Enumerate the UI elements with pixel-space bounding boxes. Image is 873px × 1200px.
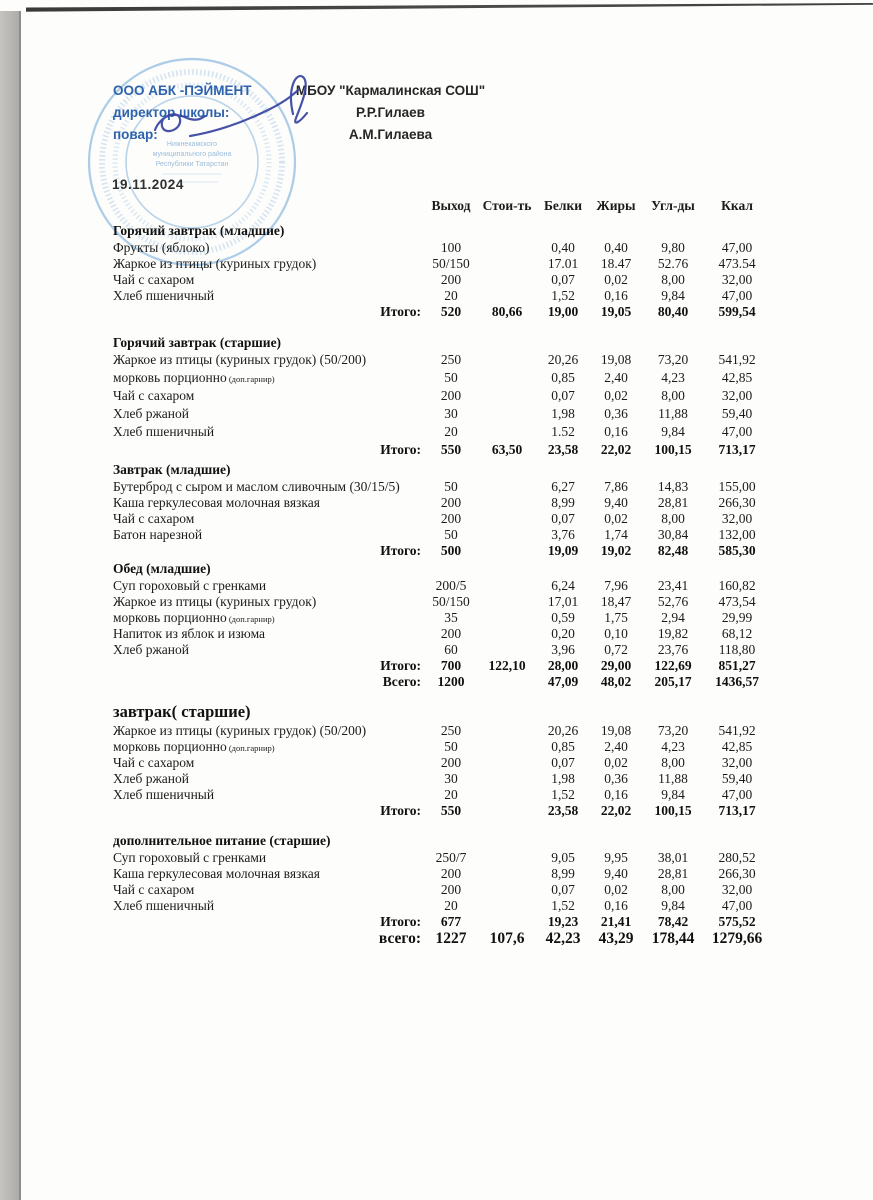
- value-prot: 0,59: [551, 610, 575, 625]
- section-title: Горячий завтрак (старшие): [113, 335, 282, 350]
- value-carb: 9,84: [661, 898, 685, 913]
- menu-row: [113, 898, 775, 914]
- menu-section: [113, 334, 775, 460]
- value-kcal: 59,40: [721, 771, 753, 786]
- grand-label: Всего:: [382, 674, 421, 689]
- value-fat: 0,02: [604, 882, 628, 897]
- value-fat: 0,16: [604, 424, 628, 439]
- value-carb: 122,69: [654, 658, 692, 673]
- value-prot: 0,85: [551, 370, 575, 385]
- value-prot: 23,58: [547, 442, 579, 457]
- menu-row: [113, 787, 775, 803]
- cook-name: А.М.Гилаева: [348, 127, 433, 142]
- value-kcal: 47,00: [721, 240, 753, 255]
- value-fat: 19,02: [600, 543, 632, 558]
- value-fat: 0,02: [604, 272, 628, 287]
- menu-row: [113, 256, 775, 272]
- section-total-row: [113, 803, 775, 819]
- menu-row: [113, 511, 775, 527]
- value-out: 60: [444, 642, 458, 657]
- section-total-row: [113, 658, 775, 674]
- value-fat: 0,02: [604, 755, 628, 770]
- dish-name: Каша геркулесовая молочная вязкая: [113, 866, 320, 881]
- dish-name: Чай с сахаром: [113, 755, 195, 770]
- total-label: Итого:: [380, 803, 421, 818]
- value-prot: 0,40: [551, 240, 575, 255]
- value-carb: 52.76: [657, 256, 689, 271]
- value-out: 35: [444, 610, 458, 625]
- value-carb: 4,23: [661, 370, 685, 385]
- value-kcal: 42,85: [721, 370, 753, 385]
- value-carb: 8,00: [661, 511, 685, 526]
- dish-name: Суп гороховый с гренками: [113, 850, 267, 865]
- value-out: 550: [440, 442, 462, 457]
- value-carb: 11,88: [658, 406, 688, 421]
- dish-name-note: (доп.гарнир): [226, 374, 275, 384]
- value-fat: 0,36: [604, 771, 628, 786]
- value-prot: 19,00: [547, 304, 579, 319]
- value-fat: 21,41: [600, 914, 632, 929]
- column-header-out: Выход: [431, 198, 471, 213]
- value-carb: 9,84: [661, 288, 685, 303]
- value-fat: 7,86: [604, 479, 628, 494]
- dish-name-note: (доп.гарнир): [226, 743, 275, 753]
- value-carb: 38,01: [657, 850, 689, 865]
- value-kcal: 47,00: [721, 288, 753, 303]
- dish-name: морковь порционно (доп.гарнир): [113, 370, 275, 385]
- value-prot: 1,52: [551, 898, 575, 913]
- dish-name: Хлеб ржаной: [113, 406, 189, 421]
- column-header-carb: Угл-ды: [651, 198, 695, 213]
- value-out: 30: [444, 406, 458, 421]
- section-title: Завтрак (младшие): [113, 462, 231, 477]
- value-carb: 4,23: [661, 739, 685, 754]
- value-prot: 47,09: [547, 674, 579, 689]
- value-prot: 8,99: [551, 495, 575, 510]
- org-name: ООО АБК -ПЭЙМЕНТ: [113, 83, 252, 98]
- value-kcal: 29,99: [721, 610, 753, 625]
- value-kcal: 32,00: [721, 882, 753, 897]
- value-carb: 100,15: [654, 803, 692, 818]
- stamp-text-line2: муниципального района: [152, 151, 232, 158]
- value-kcal: 280,52: [718, 850, 756, 865]
- value-carb: 73,20: [657, 723, 689, 738]
- value-cost: 122,10: [488, 658, 526, 673]
- value-fat: 0,02: [604, 511, 628, 526]
- menu-section: [113, 560, 775, 690]
- dish-name: Хлеб пшеничный: [113, 288, 215, 303]
- value-prot: 17,01: [547, 594, 579, 609]
- value-fat: 48,02: [600, 674, 632, 689]
- value-out: 20: [444, 424, 458, 439]
- section-grand-row: [113, 674, 775, 690]
- value-prot: 1,52: [551, 288, 575, 303]
- value-kcal: 266,30: [718, 866, 756, 881]
- section-title: Горячий завтрак (младшие): [113, 223, 285, 238]
- total-label: Итого:: [380, 442, 421, 457]
- value-out: 200: [440, 626, 462, 641]
- value-prot: 19,09: [547, 543, 579, 558]
- school-name: МБОУ "Кармалинская СОШ": [295, 83, 486, 98]
- dish-name: Чай с сахаром: [113, 511, 195, 526]
- dish-name: морковь порционно (доп.гарнир): [113, 610, 275, 625]
- value-prot: 0,07: [551, 755, 575, 770]
- menu-table: [113, 198, 775, 953]
- value-out: 520: [440, 304, 462, 319]
- value-kcal: 1436,57: [715, 674, 759, 689]
- value-fat: 0,40: [604, 240, 628, 255]
- value-carb: 19,82: [657, 626, 689, 641]
- value-carb: 23,41: [657, 578, 689, 593]
- scanner-edge-left: [0, 11, 21, 1200]
- menu-row: [113, 406, 775, 424]
- value-out: 700: [440, 658, 462, 673]
- value-fat: 29,00: [600, 658, 632, 673]
- value-fat: 9,40: [604, 866, 628, 881]
- value-prot: 0,85: [551, 739, 575, 754]
- menu-row: [113, 288, 775, 304]
- section-title: дополнительное питание (старшие): [113, 833, 331, 848]
- value-out: 50: [444, 739, 458, 754]
- value-prot: 0,20: [551, 626, 575, 641]
- section-total-row: [113, 914, 775, 930]
- value-fat: 9,95: [604, 850, 628, 865]
- value-carb: 28,81: [657, 495, 689, 510]
- value-out: 1227: [435, 930, 467, 947]
- value-prot: 42,23: [545, 930, 581, 947]
- value-fat: 0,02: [604, 388, 628, 403]
- value-prot: 23,58: [547, 803, 579, 818]
- role-director-label: директор школы:: [113, 105, 230, 120]
- value-out: 550: [440, 803, 462, 818]
- menu-row: [113, 272, 775, 288]
- menu-row: [113, 388, 775, 406]
- value-cost: 107,6: [489, 930, 525, 947]
- value-fat: 1,75: [604, 610, 628, 625]
- value-out: 677: [440, 914, 462, 929]
- dish-name: морковь порционно (доп.гарнир): [113, 739, 275, 754]
- section-total-row: [113, 304, 775, 320]
- value-kcal: 132,00: [718, 527, 756, 542]
- value-prot: 20,26: [547, 723, 579, 738]
- column-header-kcal: Ккал: [721, 198, 753, 213]
- value-prot: 1,52: [551, 787, 575, 802]
- value-carb: 8,00: [661, 755, 685, 770]
- value-cost: 63,50: [491, 442, 523, 457]
- value-fat: 2,40: [604, 739, 628, 754]
- value-kcal: 42,85: [721, 739, 753, 754]
- menu-row: [113, 479, 775, 495]
- menu-row: [113, 642, 775, 658]
- total-label: Итого:: [380, 658, 421, 673]
- value-fat: 0,36: [604, 406, 628, 421]
- value-fat: 2,40: [604, 370, 628, 385]
- value-prot: 1.52: [551, 424, 575, 439]
- value-kcal: 32,00: [721, 755, 753, 770]
- dish-name: Суп гороховый с гренками: [113, 578, 267, 593]
- value-fat: 0,16: [604, 288, 628, 303]
- value-out: 200: [440, 882, 462, 897]
- value-prot: 20,26: [547, 352, 579, 367]
- menu-row: [113, 755, 775, 771]
- value-fat: 0,72: [604, 642, 628, 657]
- dish-name: Хлеб пшеничный: [113, 787, 215, 802]
- column-header-prot: Белки: [543, 198, 583, 213]
- value-out: 200: [440, 272, 462, 287]
- menu-section: [113, 461, 775, 559]
- value-prot: 0,07: [551, 511, 575, 526]
- value-carb: 73,20: [657, 352, 689, 367]
- value-kcal: 68,12: [721, 626, 753, 641]
- value-out: 200: [440, 388, 462, 403]
- value-carb: 8,00: [661, 388, 685, 403]
- value-prot: 0,07: [551, 882, 575, 897]
- column-header-fat: Жиры: [596, 198, 636, 213]
- scanner-edge-top: [26, 1, 873, 12]
- value-carb: 23,76: [657, 642, 689, 657]
- value-carb: 30,84: [657, 527, 689, 542]
- value-kcal: 59,40: [721, 406, 753, 421]
- dish-name: Хлеб ржаной: [113, 642, 189, 657]
- value-kcal: 851,27: [718, 658, 756, 673]
- value-out: 100: [440, 240, 462, 255]
- value-out: 500: [440, 543, 462, 558]
- menu-row: [113, 240, 775, 256]
- column-header-cost: Стои-ть: [482, 198, 532, 213]
- menu-row: [113, 527, 775, 543]
- menu-row: [113, 866, 775, 882]
- value-prot: 6,24: [551, 578, 575, 593]
- value-out: 50: [444, 479, 458, 494]
- dish-name: Хлеб пшеничный: [113, 424, 215, 439]
- value-prot: 19,23: [547, 914, 579, 929]
- value-out: 1200: [437, 674, 465, 689]
- value-kcal: 32,00: [721, 511, 753, 526]
- menu-row: [113, 739, 775, 755]
- dish-name: Хлеб пшеничный: [113, 898, 215, 913]
- menu-row: [113, 626, 775, 642]
- signature-icon: [130, 68, 392, 160]
- value-kcal: 585,30: [718, 543, 756, 558]
- dish-name: Чай с сахаром: [113, 388, 195, 403]
- dish-name: Бутерброд с сыром и маслом сливочным (30/15/5): [113, 479, 400, 494]
- value-out: 30: [444, 771, 458, 786]
- value-fat: 7,96: [604, 578, 628, 593]
- value-prot: 0,07: [551, 388, 575, 403]
- menu-row: [113, 495, 775, 511]
- menu-row: [113, 424, 775, 442]
- value-carb: 78,42: [657, 914, 689, 929]
- menu-row: [113, 352, 775, 370]
- director-name: Р.Р.Гилаев: [356, 105, 425, 120]
- stamp-text-line1: Нижнекамского: [166, 141, 218, 148]
- value-kcal: 713,17: [718, 442, 756, 457]
- value-fat: 22,02: [600, 442, 632, 457]
- value-kcal: 473.54: [718, 256, 756, 271]
- value-kcal: 47,00: [721, 898, 753, 913]
- value-kcal: 541,92: [718, 723, 756, 738]
- value-out: 50/150: [432, 594, 470, 609]
- value-prot: 6,27: [551, 479, 575, 494]
- value-fat: 19,05: [600, 304, 632, 319]
- value-kcal: 32,00: [721, 272, 753, 287]
- value-fat: 18,47: [600, 594, 632, 609]
- value-out: 20: [444, 898, 458, 913]
- value-out: 50: [444, 370, 458, 385]
- menu-row: [113, 882, 775, 898]
- value-kcal: 541,92: [718, 352, 756, 367]
- value-carb: 28,81: [657, 866, 689, 881]
- value-fat: 1,74: [604, 527, 628, 542]
- value-fat: 19,08: [600, 723, 632, 738]
- value-out: 200: [440, 866, 462, 881]
- value-carb: 9,84: [661, 424, 685, 439]
- dish-name: Каша геркулесовая молочная вязкая: [113, 495, 320, 510]
- value-kcal: 713,17: [718, 803, 756, 818]
- value-out: 50/150: [432, 256, 470, 271]
- value-out: 200/5: [435, 578, 467, 593]
- value-fat: 0,16: [604, 898, 628, 913]
- value-out: 250/7: [435, 850, 467, 865]
- value-kcal: 473,54: [718, 594, 756, 609]
- menu-row: [113, 771, 775, 787]
- total-label: Итого:: [380, 304, 421, 319]
- value-fat: 43,29: [598, 930, 634, 947]
- dish-name: Жаркое из птицы (куриных грудок): [113, 256, 317, 271]
- value-fat: 22,02: [600, 803, 632, 818]
- menu-row: [113, 723, 775, 739]
- value-fat: 0,10: [604, 626, 628, 641]
- value-kcal: 118,80: [718, 642, 756, 657]
- value-kcal: 32,00: [721, 388, 753, 403]
- value-out: 250: [440, 352, 462, 367]
- section-total-row: [113, 543, 775, 559]
- value-prot: 1,98: [551, 771, 575, 786]
- menu-row: [113, 850, 775, 866]
- menu-row: [113, 578, 775, 594]
- value-prot: 9,05: [551, 850, 575, 865]
- value-carb: 2,94: [661, 610, 685, 625]
- value-carb: 11,88: [658, 771, 688, 786]
- total-label: Итого:: [380, 543, 421, 558]
- dish-name: Жаркое из птицы (куриных грудок): [113, 594, 317, 609]
- value-carb: 9,84: [661, 787, 685, 802]
- value-prot: 28,00: [547, 658, 579, 673]
- value-out: 250: [440, 723, 462, 738]
- section-grand-row: [113, 930, 775, 953]
- value-carb: 8,00: [661, 272, 685, 287]
- dish-name: Напиток из яблок и изюма: [113, 626, 266, 641]
- value-carb: 14,83: [657, 479, 689, 494]
- value-kcal: 47,00: [721, 424, 753, 439]
- value-carb: 9,80: [661, 240, 685, 255]
- value-out: 50: [444, 527, 458, 542]
- role-cook-label: повар:: [113, 127, 158, 142]
- value-fat: 9,40: [604, 495, 628, 510]
- total-label: Итого:: [380, 914, 421, 929]
- value-fat: 18.47: [600, 256, 632, 271]
- value-prot: 17.01: [547, 256, 579, 271]
- value-carb: 52,76: [657, 594, 689, 609]
- value-prot: 1,98: [551, 406, 575, 421]
- value-kcal: 575,52: [718, 914, 756, 929]
- section-total-row: [113, 442, 775, 460]
- value-carb: 100,15: [654, 442, 692, 457]
- dish-name-note: (доп.гарнир): [226, 614, 275, 624]
- document-date: 19.11.2024: [112, 177, 184, 192]
- table-header-row: [113, 198, 775, 216]
- value-kcal: 47,00: [721, 787, 753, 802]
- value-kcal: 266,30: [718, 495, 756, 510]
- dish-name: Чай с сахаром: [113, 272, 195, 287]
- dish-name: Фрукты (яблоко): [113, 240, 210, 255]
- value-out: 20: [444, 288, 458, 303]
- section-title: Обед (младшие): [113, 561, 211, 576]
- menu-row: [113, 370, 775, 388]
- value-kcal: 1279,66: [711, 930, 763, 947]
- dish-name: Жаркое из птицы (куриных грудок) (50/200): [113, 723, 367, 738]
- value-carb: 82,48: [657, 543, 689, 558]
- value-prot: 3,96: [551, 642, 575, 657]
- menu-row: [113, 610, 775, 626]
- value-cost: 80,66: [491, 304, 523, 319]
- value-out: 20: [444, 787, 458, 802]
- dish-name: Хлеб ржаной: [113, 771, 189, 786]
- value-carb: 80,40: [657, 304, 689, 319]
- menu-section: [113, 222, 775, 320]
- value-kcal: 160,82: [718, 578, 756, 593]
- value-carb: 205,17: [654, 674, 692, 689]
- value-out: 200: [440, 755, 462, 770]
- dish-name: Батон нарезной: [113, 527, 203, 542]
- value-fat: 19,08: [600, 352, 632, 367]
- value-prot: 8,99: [551, 866, 575, 881]
- value-fat: 0,16: [604, 787, 628, 802]
- value-out: 200: [440, 511, 462, 526]
- dish-name: Жаркое из птицы (куриных грудок) (50/200): [113, 352, 367, 367]
- menu-row: [113, 594, 775, 610]
- value-kcal: 599,54: [718, 304, 756, 319]
- value-carb: 178,44: [651, 930, 695, 947]
- value-carb: 8,00: [661, 882, 685, 897]
- value-prot: 3,76: [551, 527, 575, 542]
- value-kcal: 155,00: [718, 479, 756, 494]
- dish-name: Чай с сахаром: [113, 882, 195, 897]
- menu-section: [113, 700, 775, 819]
- menu-section: [113, 832, 775, 953]
- section-title: завтрак( старшие): [113, 702, 251, 721]
- value-prot: 0,07: [551, 272, 575, 287]
- stamp-text-line3: Республики Татарстан: [155, 161, 229, 168]
- grand-label: всего:: [378, 930, 421, 947]
- value-out: 200: [440, 495, 462, 510]
